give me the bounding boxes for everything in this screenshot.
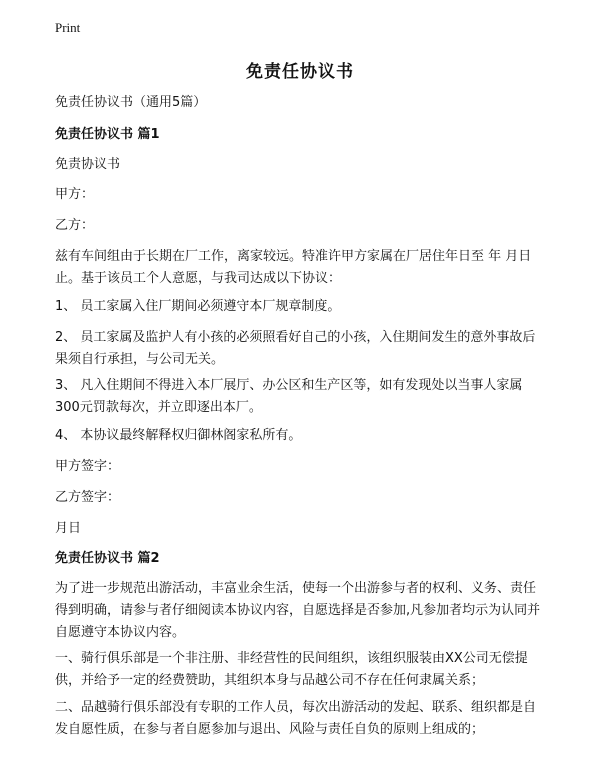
- paragraph: 乙方签字：: [55, 490, 121, 505]
- paragraph: 免责协议书: [55, 157, 121, 172]
- paragraph: 4、 本协议最终解释权归御林阁家私所有。: [55, 428, 302, 443]
- paragraph: 乙方：: [55, 218, 95, 233]
- paragraph: 兹有车间组由于长期在厂工作，离家较远。特准许甲方家属在厂居住年日至 年 月日止。基于该员工个人意愿，与我司达成以下协议：: [55, 249, 532, 286]
- paragraph: 甲方签字：: [55, 459, 121, 474]
- section-heading-2: 免责任协议书 篇2: [55, 551, 160, 566]
- paragraph: 二、品越骑行俱乐部没有专职的工作人员，每次出游活动的发起、联系、组织都是自发自愿性质，在参与者自愿参加与退出、风险与责任自负的原则上组成的；: [55, 700, 537, 737]
- section-heading-1: 免责任协议书 篇1: [55, 127, 160, 142]
- paragraph: 甲方：: [55, 187, 95, 202]
- paragraph: 1、 员工家属入住厂期间必须遵守本厂规章制度。: [55, 299, 341, 314]
- paragraph: 一、骑行俱乐部是一个非注册、非经营性的民间组织，该组织服装由XX公司无偿提供，并给予一定的经费赞助，其组织本身与品越公司不存在任何隶属关系；: [55, 651, 528, 688]
- paragraph: 2、 员工家属及监护人有小孩的必须照看好自己的小孩，入住期间发生的意外事故后果须自行承担，与公司无关。: [55, 330, 536, 367]
- paragraph: 3、 凡入住期间不得进入本厂展厅、办公区和生产区等，如有发现处以当事人家属300元罚款每次，并立即逐出本厂。: [55, 378, 523, 415]
- paragraph: 为了进一步规范出游活动，丰富业余生活，使每一个出游参与者的权利、义务、责任得到明确，请参与者仔细阅读本协议内容，自愿选择是否参加,凡参加者均示为认同并自愿遵守本协议内容。: [55, 581, 541, 640]
- page-title: 免责任协议书: [246, 62, 354, 82]
- paragraph: 月日: [55, 521, 82, 536]
- print-link[interactable]: Print: [55, 20, 81, 35]
- document-subtitle: 免责任协议书（通用5篇）: [55, 95, 207, 110]
